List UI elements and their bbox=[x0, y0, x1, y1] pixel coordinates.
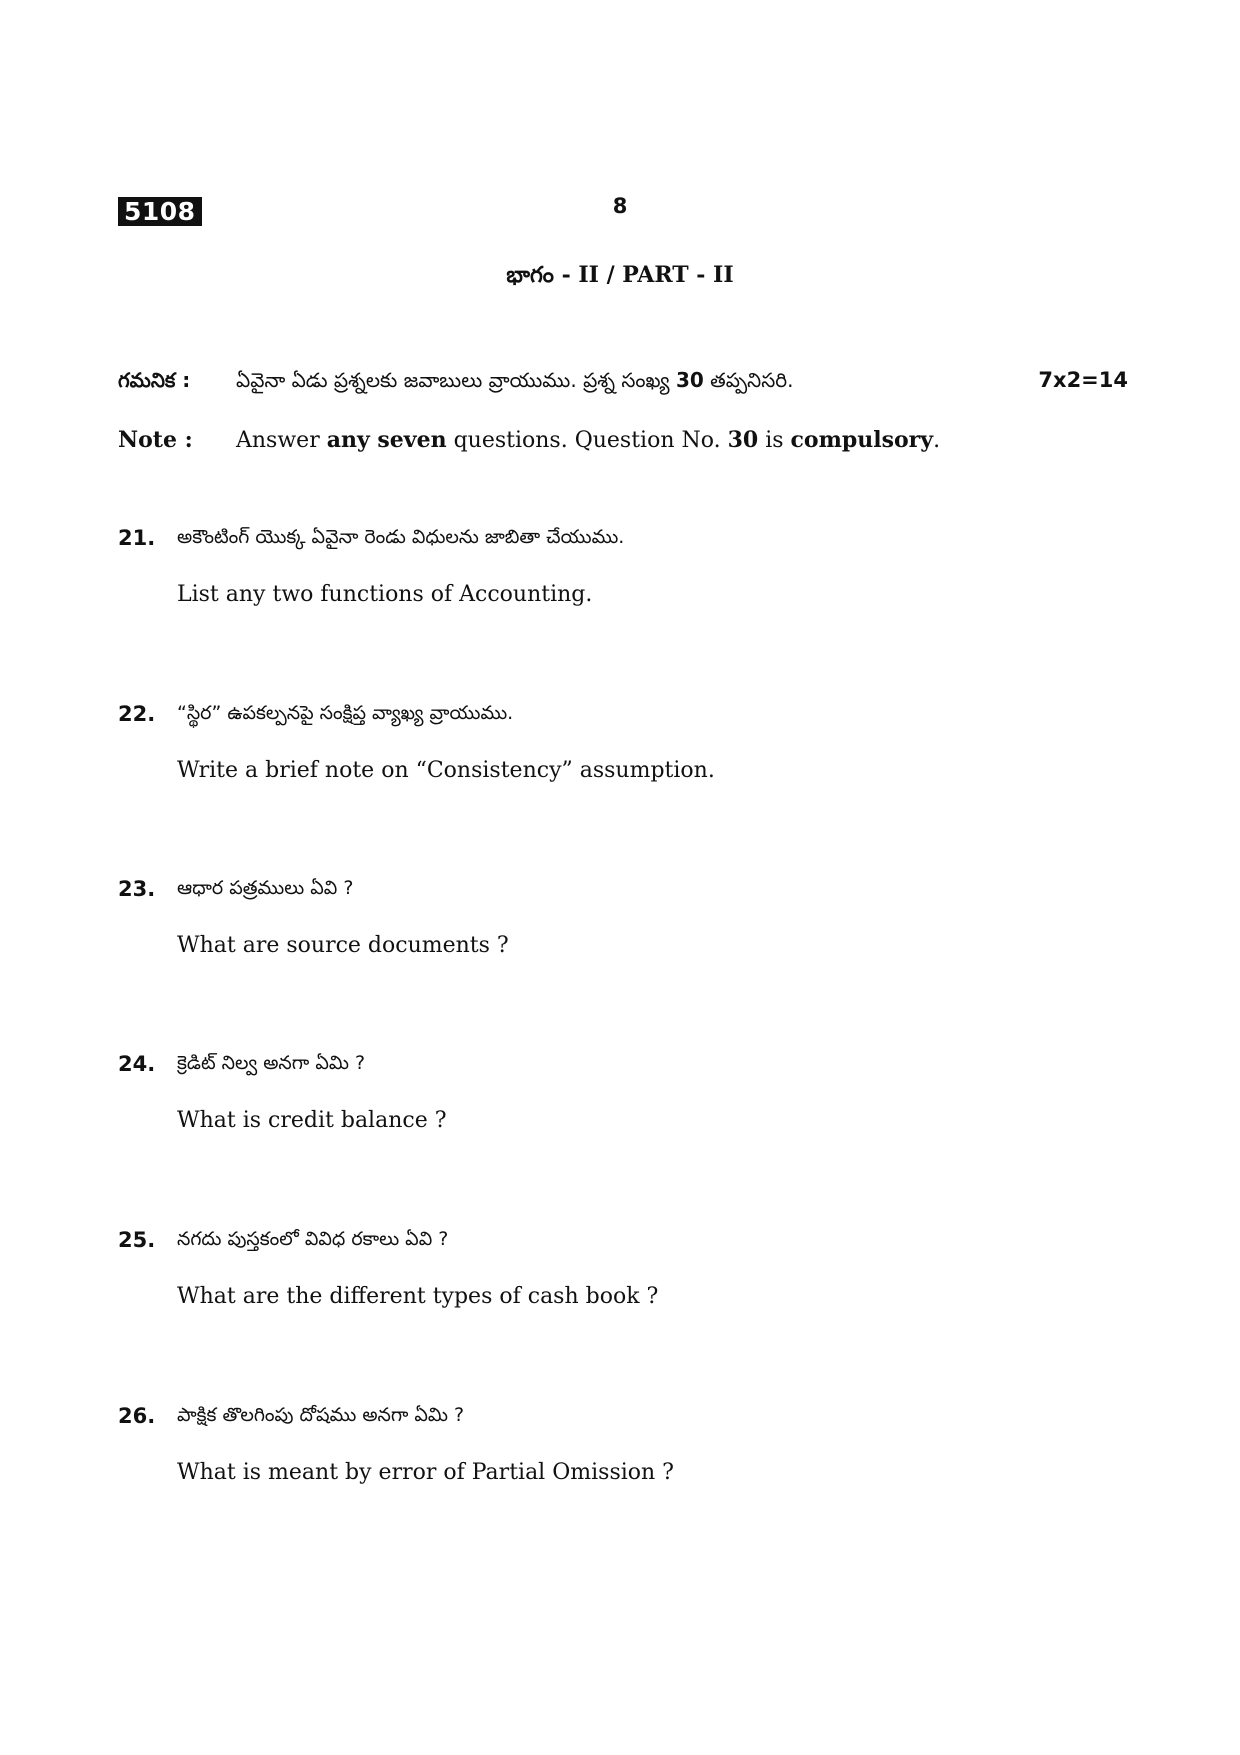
question-number: 24. bbox=[118, 1052, 156, 1076]
question-text-english: What is credit balance ? bbox=[177, 1108, 447, 1133]
question-text-english: List any two functions of Accounting. bbox=[177, 582, 593, 607]
question-number: 22. bbox=[118, 702, 156, 726]
part-heading: భాగం - II / PART - II bbox=[506, 262, 734, 288]
question-text-telugu: ఆధార పత్రములు ఏవి ? bbox=[177, 877, 354, 899]
note-english-text-part: Answer bbox=[236, 428, 327, 453]
compulsory-question-number: 30 bbox=[675, 368, 704, 392]
note-english-text-part: . bbox=[933, 428, 941, 453]
note-telugu-text bbox=[236, 368, 793, 397]
question-text-telugu: నగదు పుస్తకంలో వివిధ రకాలు ఏవి ? bbox=[177, 1228, 449, 1250]
note-telugu-text-part: తప్పనిసరి. bbox=[703, 368, 794, 392]
note-english-emphasis: any seven bbox=[326, 427, 447, 453]
note-telugu-text-part: ఏవైనా ఏడు ప్రశ్నలకు జవాబులు వ్రాయుము. ప్రశ్న సంఖ్య bbox=[236, 368, 676, 392]
page-number: 8 bbox=[612, 194, 628, 218]
note-english-emphasis: compulsory bbox=[790, 427, 934, 453]
note-english-text-part: is bbox=[758, 428, 791, 453]
question-number: 25. bbox=[118, 1228, 156, 1252]
note-english-emphasis: 30 bbox=[727, 427, 759, 453]
note-english-label: Note : bbox=[118, 427, 193, 453]
question-number: 23. bbox=[118, 877, 156, 901]
paper-code-badge: 5108 bbox=[118, 197, 202, 226]
question-number: 21. bbox=[118, 526, 156, 550]
question-text-telugu: పాక్షిక తొలగింపు దోషము అనగా ఏమి ? bbox=[177, 1404, 465, 1426]
question-text-english: Write a brief note on “Consistency” assumption. bbox=[177, 758, 715, 783]
question-text-english: What are source documents ? bbox=[177, 933, 509, 958]
question-text-english: What is meant by error of Partial Omission ? bbox=[177, 1460, 674, 1485]
question-text-telugu: అకౌంటింగ్ యొక్క ఏవైనా రెండు విధులను జాబితా చేయుము. bbox=[177, 526, 625, 548]
marks-scheme: 7x2=14 bbox=[1038, 368, 1128, 392]
question-text-english: What are the different types of cash book ? bbox=[177, 1284, 659, 1309]
note-english-text bbox=[236, 427, 940, 453]
question-text-telugu: క్రెడిట్ నిల్వ అనగా ఏమి ? bbox=[177, 1052, 366, 1074]
note-english-text-part: questions. Question No. bbox=[446, 428, 728, 453]
question-number: 26. bbox=[118, 1404, 156, 1428]
question-text-telugu: “స్థిర” ఉపకల్పనపై సంక్షిప్త వ్యాఖ్య వ్రాయుము. bbox=[177, 702, 514, 724]
note-telugu-label: గమనిక : bbox=[118, 368, 191, 392]
